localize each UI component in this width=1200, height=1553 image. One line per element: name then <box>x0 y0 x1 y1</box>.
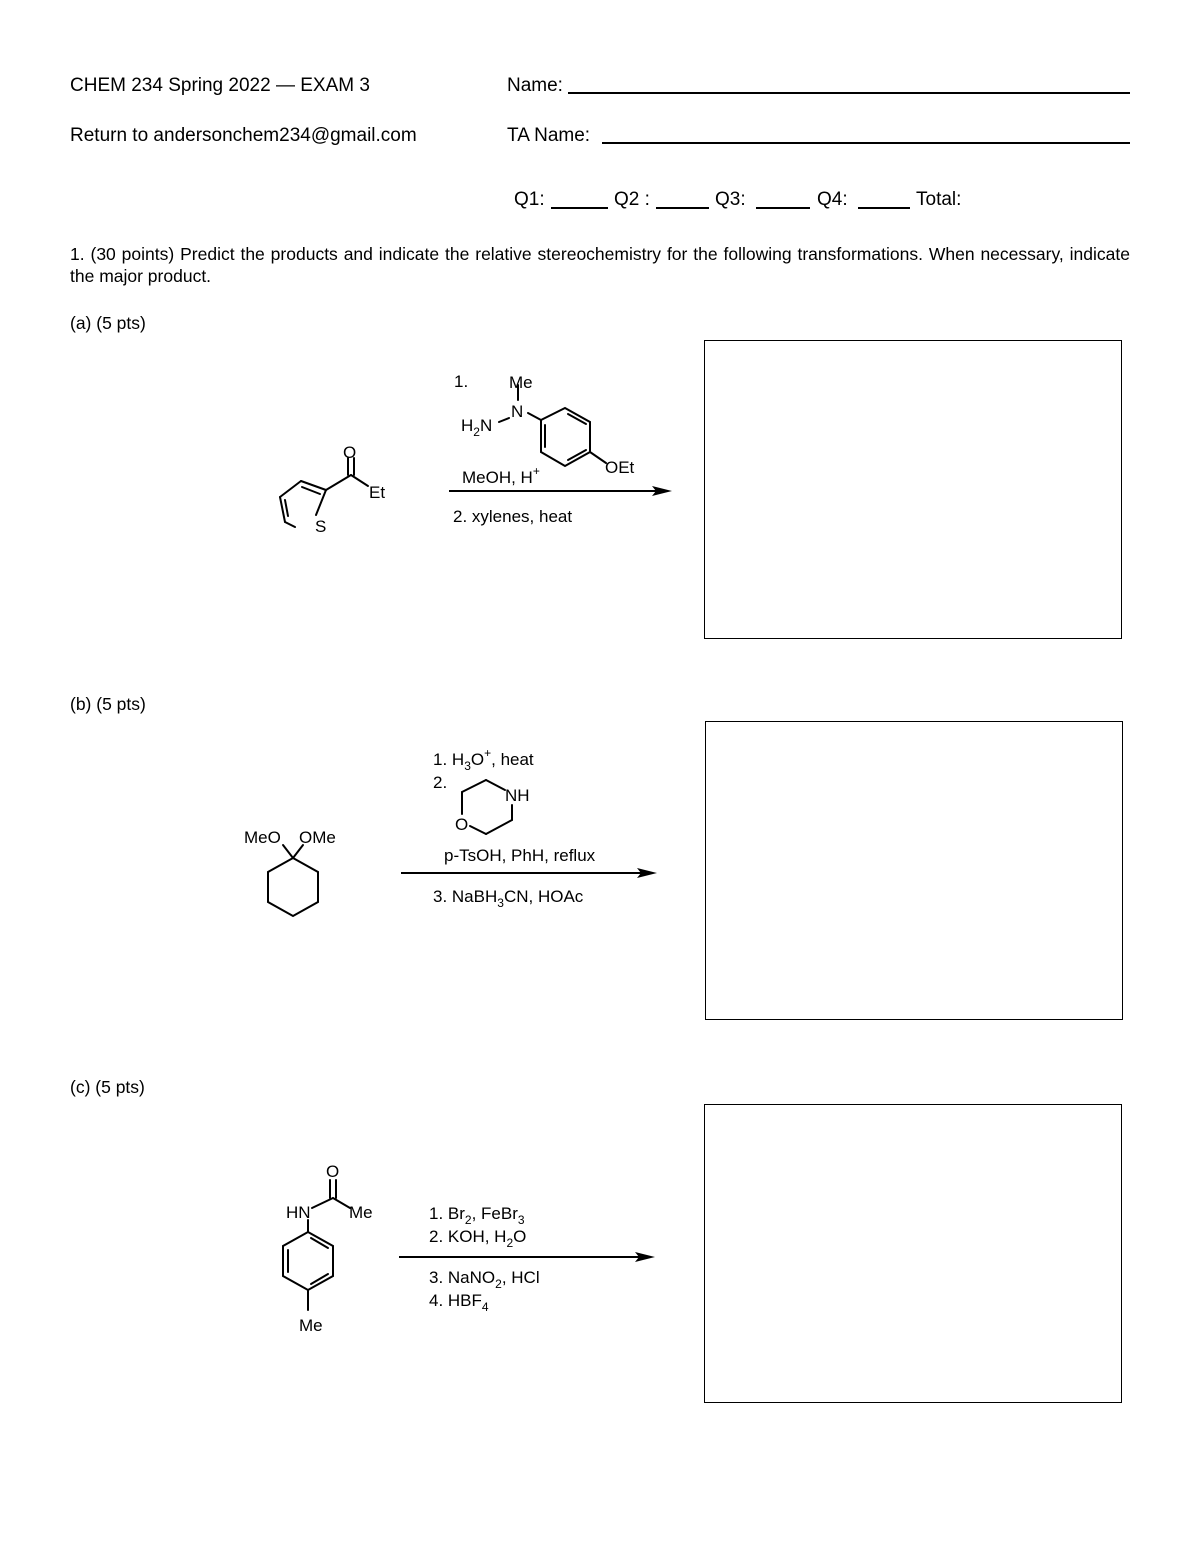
step-1-number: 1. <box>454 372 469 391</box>
n-methyl-label: Me <box>509 373 533 392</box>
part-b-answer-box[interactable] <box>705 721 1123 1020</box>
part-a-scheme <box>0 360 700 600</box>
question-1-instructions: 1. (30 points) Predict the products and indicate the relative stereochemistry for the following transformations. When necessary, indicate the major product. <box>70 244 1130 286</box>
part-c-label: (c) (5 pts) <box>70 1077 145 1097</box>
part-c-answer-box[interactable] <box>704 1104 1122 1403</box>
part-c-step1: 1. $Br_2$, FeBr$_3$ <box>429 1204 525 1227</box>
methoxy-right-label: OMe <box>299 828 336 847</box>
ketone-oxygen-label: O <box>343 443 357 462</box>
score-q2-field[interactable] <box>656 207 709 209</box>
score-q4-label: Q4: <box>817 189 848 210</box>
carbonyl-o-label: O <box>326 1162 340 1181</box>
part-b-label: (b) (5 pts) <box>70 694 146 714</box>
part-b-step1: 1. $H_3O^+$, heat <box>433 746 534 773</box>
part-b-condition-tsoh: p-TsOH, PhH, reflux <box>444 846 596 865</box>
score-q3-field[interactable] <box>756 207 810 209</box>
score-total-label: Total: <box>916 189 962 210</box>
part-c-step2: 2. KOH, $H_2O$ <box>429 1227 527 1250</box>
dimethoxy-cyclohexane-structure <box>268 845 318 916</box>
name-label: Name: <box>507 75 563 96</box>
score-q2-label: Q2 : <box>614 189 650 210</box>
part-c-step4: 4. $HBF_4$ <box>429 1291 489 1314</box>
part-b-scheme <box>0 740 700 940</box>
return-email: Return to andersonchem234@gmail.com <box>70 125 417 146</box>
ring-methyl-label: Me <box>299 1316 323 1335</box>
part-b-step3: 3. NaBH$_3$CN, HOAc <box>433 887 584 910</box>
part-b-step2-number: 2. <box>433 773 448 792</box>
ta-name-field[interactable] <box>602 142 1130 144</box>
part-a-label: (a) (5 pts) <box>70 313 146 333</box>
score-q1-label: Q1: <box>514 189 545 210</box>
part-c-scheme <box>0 1150 700 1390</box>
ethoxy-label: OEt <box>605 458 635 477</box>
score-q4-field[interactable] <box>858 207 910 209</box>
ethyl-label: Et <box>369 483 386 502</box>
acetanilide-structure <box>283 1180 350 1310</box>
part-c-step3: 3. NaNO$_2$, HCl <box>429 1268 540 1291</box>
acetyl-methyl-label: Me <box>349 1203 373 1222</box>
course-title: CHEM 234 Spring 2022 — EXAM 3 <box>70 75 370 96</box>
hydrazine-n-label: N <box>511 402 524 421</box>
morpholine-nh-label: NH <box>505 786 530 805</box>
nh2-label: $H_2N$ <box>461 416 493 439</box>
amide-hn-label: HN <box>286 1203 311 1222</box>
name-field[interactable] <box>568 92 1130 94</box>
ta-name-label: TA Name: <box>507 125 591 146</box>
morpholine-o-label: O <box>455 815 469 834</box>
score-q3-label: Q3: <box>715 189 746 210</box>
part-a-condition-step2: 2. xylenes, heat <box>453 507 573 526</box>
score-q1-field[interactable] <box>551 207 608 209</box>
part-a-condition-meoh: MeOH, H+ <box>462 464 540 487</box>
methoxy-left-label: MeO <box>244 828 281 847</box>
hydrazine-reagent-structure <box>499 385 606 466</box>
part-a-answer-box[interactable] <box>704 340 1122 639</box>
thiophene-sulfur-label: S <box>315 517 327 536</box>
